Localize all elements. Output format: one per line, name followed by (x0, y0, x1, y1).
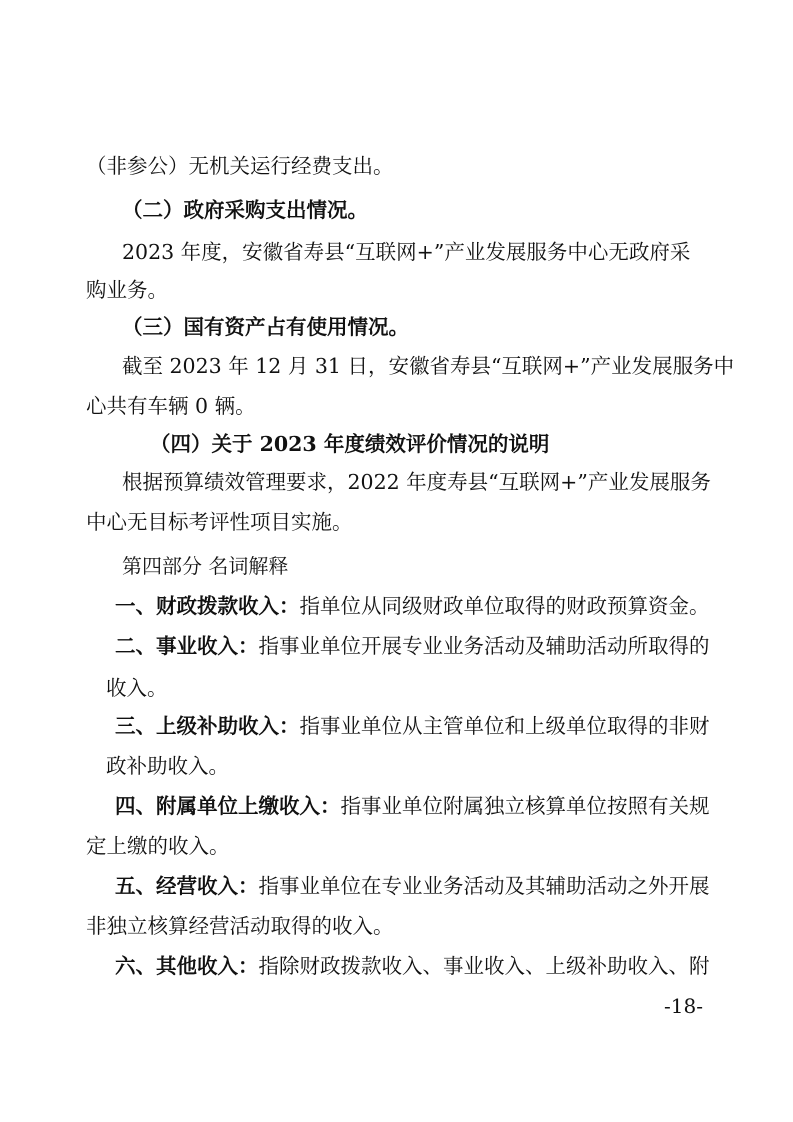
term-definition: 指事业单位从主管单位和上级单位取得的非财 (299, 714, 710, 738)
paragraph-line: 心共有车辆 0 辆。 (86, 394, 256, 418)
term-entry (115, 952, 710, 980)
paragraph-line: （非参公）无机关运行经费支出。 (86, 154, 394, 178)
section-heading-3: （三）国有资产占有使用情况。 (122, 315, 409, 339)
section-heading-2: （二）政府采购支出情况。 (122, 198, 368, 222)
paragraph-line: 根据预算绩效管理要求，2022 年度寿县“互联网+”产业发展服务 (122, 470, 711, 494)
page-number: -18- (664, 994, 703, 1018)
term-entry (115, 792, 710, 820)
term-title: 一、财政拨款收入： (115, 594, 300, 618)
term-definition: 指除财政拨款收入、事业收入、上级补助收入、附 (258, 954, 710, 978)
term-definition-continued: 收入。 (106, 676, 168, 700)
paragraph-line: 2023 年度，安徽省寿县“互联网+”产业发展服务中心无政府采 (122, 240, 691, 264)
term-definition: 指事业单位开展专业业务活动及辅助活动所取得的 (258, 634, 710, 658)
term-entry (115, 592, 710, 620)
term-definition-continued: 定上缴的收入。 (86, 834, 230, 858)
term-title: 五、经营收入： (115, 874, 259, 898)
part-heading: 第四部分 名词解释 (122, 554, 289, 578)
term-entry (115, 632, 710, 660)
term-entry (115, 712, 710, 740)
term-definition: 指事业单位附属独立核算单位按照有关规 (340, 794, 710, 818)
paragraph-line: 中心无目标考评性项目实施。 (86, 510, 353, 534)
term-entry (115, 872, 710, 900)
term-definition-continued: 非独立核算经营活动取得的收入。 (86, 914, 394, 938)
term-title: 三、上级补助收入： (115, 714, 300, 738)
term-title: 二、事业收入： (115, 634, 259, 658)
term-title: 六、其他收入： (115, 954, 259, 978)
section-heading-4: （四）关于 2023 年度绩效评价情况的说明 (150, 432, 550, 456)
term-definition: 指事业单位在专业业务活动及其辅助活动之外开展 (258, 874, 710, 898)
paragraph-line: 购业务。 (86, 278, 168, 302)
paragraph-line: 截至 2023 年 12 月 31 日，安徽省寿县“互联网+”产业发展服务中 (122, 354, 735, 378)
term-definition-continued: 政补助收入。 (106, 754, 229, 778)
term-title: 四、附属单位上缴收入： (115, 794, 341, 818)
term-definition: 指单位从同级财政单位取得的财政预算资金。 (299, 594, 710, 618)
